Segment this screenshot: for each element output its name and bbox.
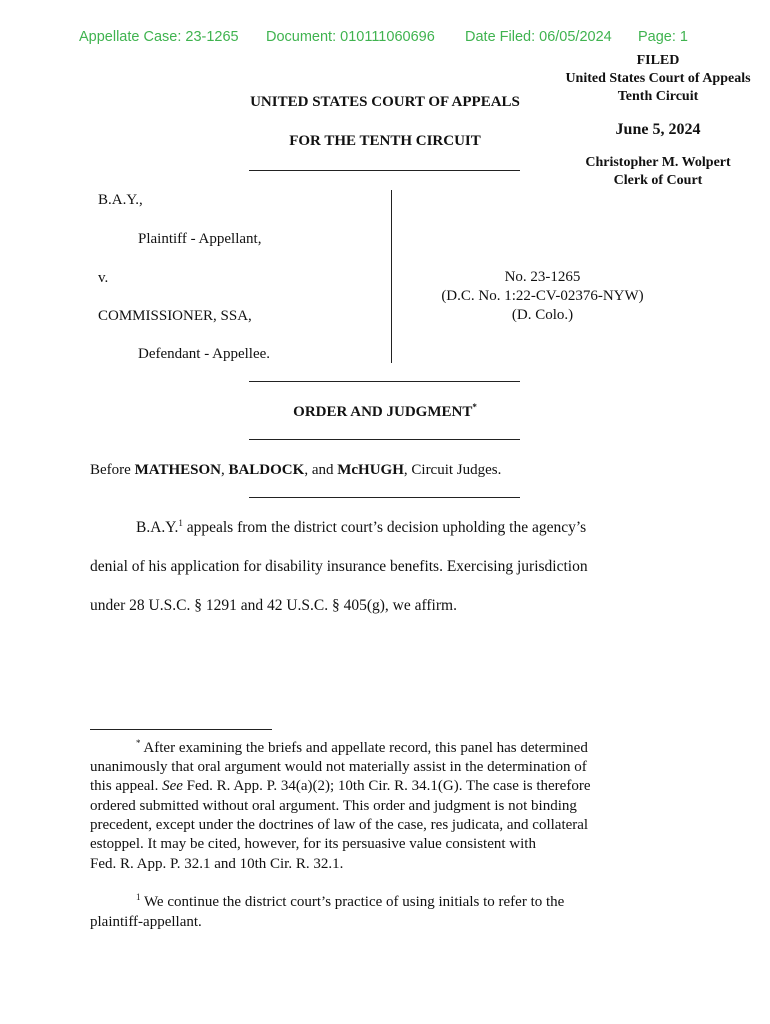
fn-star-text-3a: this appeal. <box>90 778 163 794</box>
plaintiff-role: Plaintiff - Appellant, <box>138 231 262 247</box>
footnote-1-mark: 1 <box>136 892 141 902</box>
footnote-star-line-2: unanimously that oral argument would not materially assist in the determination of <box>90 759 587 775</box>
fn1-text-1: We continue the district court’s practice of using initials to refer to the <box>140 894 565 910</box>
divider <box>249 170 520 171</box>
caption-divider <box>391 190 392 363</box>
stamp-circuit: Tenth Circuit <box>617 89 699 104</box>
judge-matheson: MATHESON <box>134 462 221 478</box>
stamp-court: United States Court of Appeals <box>565 71 751 86</box>
footnote-star-line-7: Fed. R. App. P. 32.1 and 10th Cir. R. 32.1. <box>90 856 344 872</box>
fn-star-text-3b: Fed. R. App. P. 34(a)(2); 10th Cir. R. 34.1(G). The case is therefore <box>182 778 591 794</box>
footnote-star-line-1 <box>136 739 588 758</box>
footnote-1-line-2: plaintiff-appellant. <box>90 914 202 930</box>
footnote-star-mark: * <box>136 738 141 748</box>
filed-stamp <box>548 52 768 190</box>
district-court: (D. Colo.) <box>511 307 574 323</box>
plaintiff-name: B.A.Y., <box>98 192 143 208</box>
order-title-text: ORDER AND JUDGMENT <box>293 404 473 420</box>
defendant-role: Defendant - Appellee. <box>138 346 271 362</box>
court-title-line2: FOR THE TENTH CIRCUIT <box>289 133 481 149</box>
panel-line <box>90 462 501 479</box>
stamp-filed: FILED <box>636 53 680 68</box>
panel-before: Before <box>90 462 135 478</box>
fn-star-text-1: After examining the briefs and appellate record, this panel has determined <box>140 740 588 756</box>
stamp-clerk-title: Clerk of Court <box>613 173 703 188</box>
case-number: No. 23-1265 <box>504 269 581 285</box>
panel-sep2: , and <box>304 462 338 478</box>
body-line1-pre: B.A.Y. <box>136 519 179 536</box>
footnote-star-line-4: ordered submitted without oral argument. This order and judgment is not binding <box>90 798 577 814</box>
body-line-1 <box>136 519 586 537</box>
district-case-number: (D.C. No. 1:22-CV-02376-NYW) <box>441 288 644 304</box>
court-title-line1: UNITED STATES COURT OF APPEALS <box>250 94 520 110</box>
header-document: Document: 010111060696 <box>266 29 435 45</box>
footnote-star-line-5: precedent, except under the doctrines of law of the case, res judicata, and collateral <box>90 817 589 833</box>
panel-suffix: , Circuit Judges. <box>403 462 502 478</box>
divider <box>249 381 520 382</box>
judge-baldock: BALDOCK <box>228 462 305 478</box>
panel-sep1: , <box>220 462 229 478</box>
footnote-separator <box>90 729 272 730</box>
header-page: Page: 1 <box>638 29 688 45</box>
body-line-3: under 28 U.S.C. § 1291 and 42 U.S.C. § 405(g), we affirm. <box>90 597 457 614</box>
fn-see-signal: See <box>162 778 183 794</box>
judge-mchugh: McHUGH <box>337 462 404 478</box>
header-case: Appellate Case: 23-1265 <box>79 29 239 45</box>
filing-header <box>0 29 770 49</box>
body-line-2: denial of his application for disability insurance benefits. Exercising jurisdiction <box>90 558 588 575</box>
footnote-1-line-1 <box>136 893 564 912</box>
versus: v. <box>98 270 109 286</box>
divider <box>249 497 520 498</box>
body-line1-post: appeals from the district court’s decision upholding the agency’s <box>182 519 587 536</box>
order-title <box>200 404 570 421</box>
footnote-star-line-3 <box>90 777 590 796</box>
footnote-1-ref: 1 <box>178 517 183 528</box>
defendant-name: COMMISSIONER, SSA, <box>98 308 252 324</box>
divider <box>249 439 520 440</box>
footnote-star-line-6: estoppel. It may be cited, however, for its persuasive value consistent with <box>90 836 536 852</box>
stamp-clerk-name: Christopher M. Wolpert <box>585 155 731 170</box>
header-date-filed: Date Filed: 06/05/2024 <box>465 29 612 45</box>
stamp-date: June 5, 2024 <box>615 121 701 138</box>
footnote-star-ref: * <box>472 402 477 412</box>
